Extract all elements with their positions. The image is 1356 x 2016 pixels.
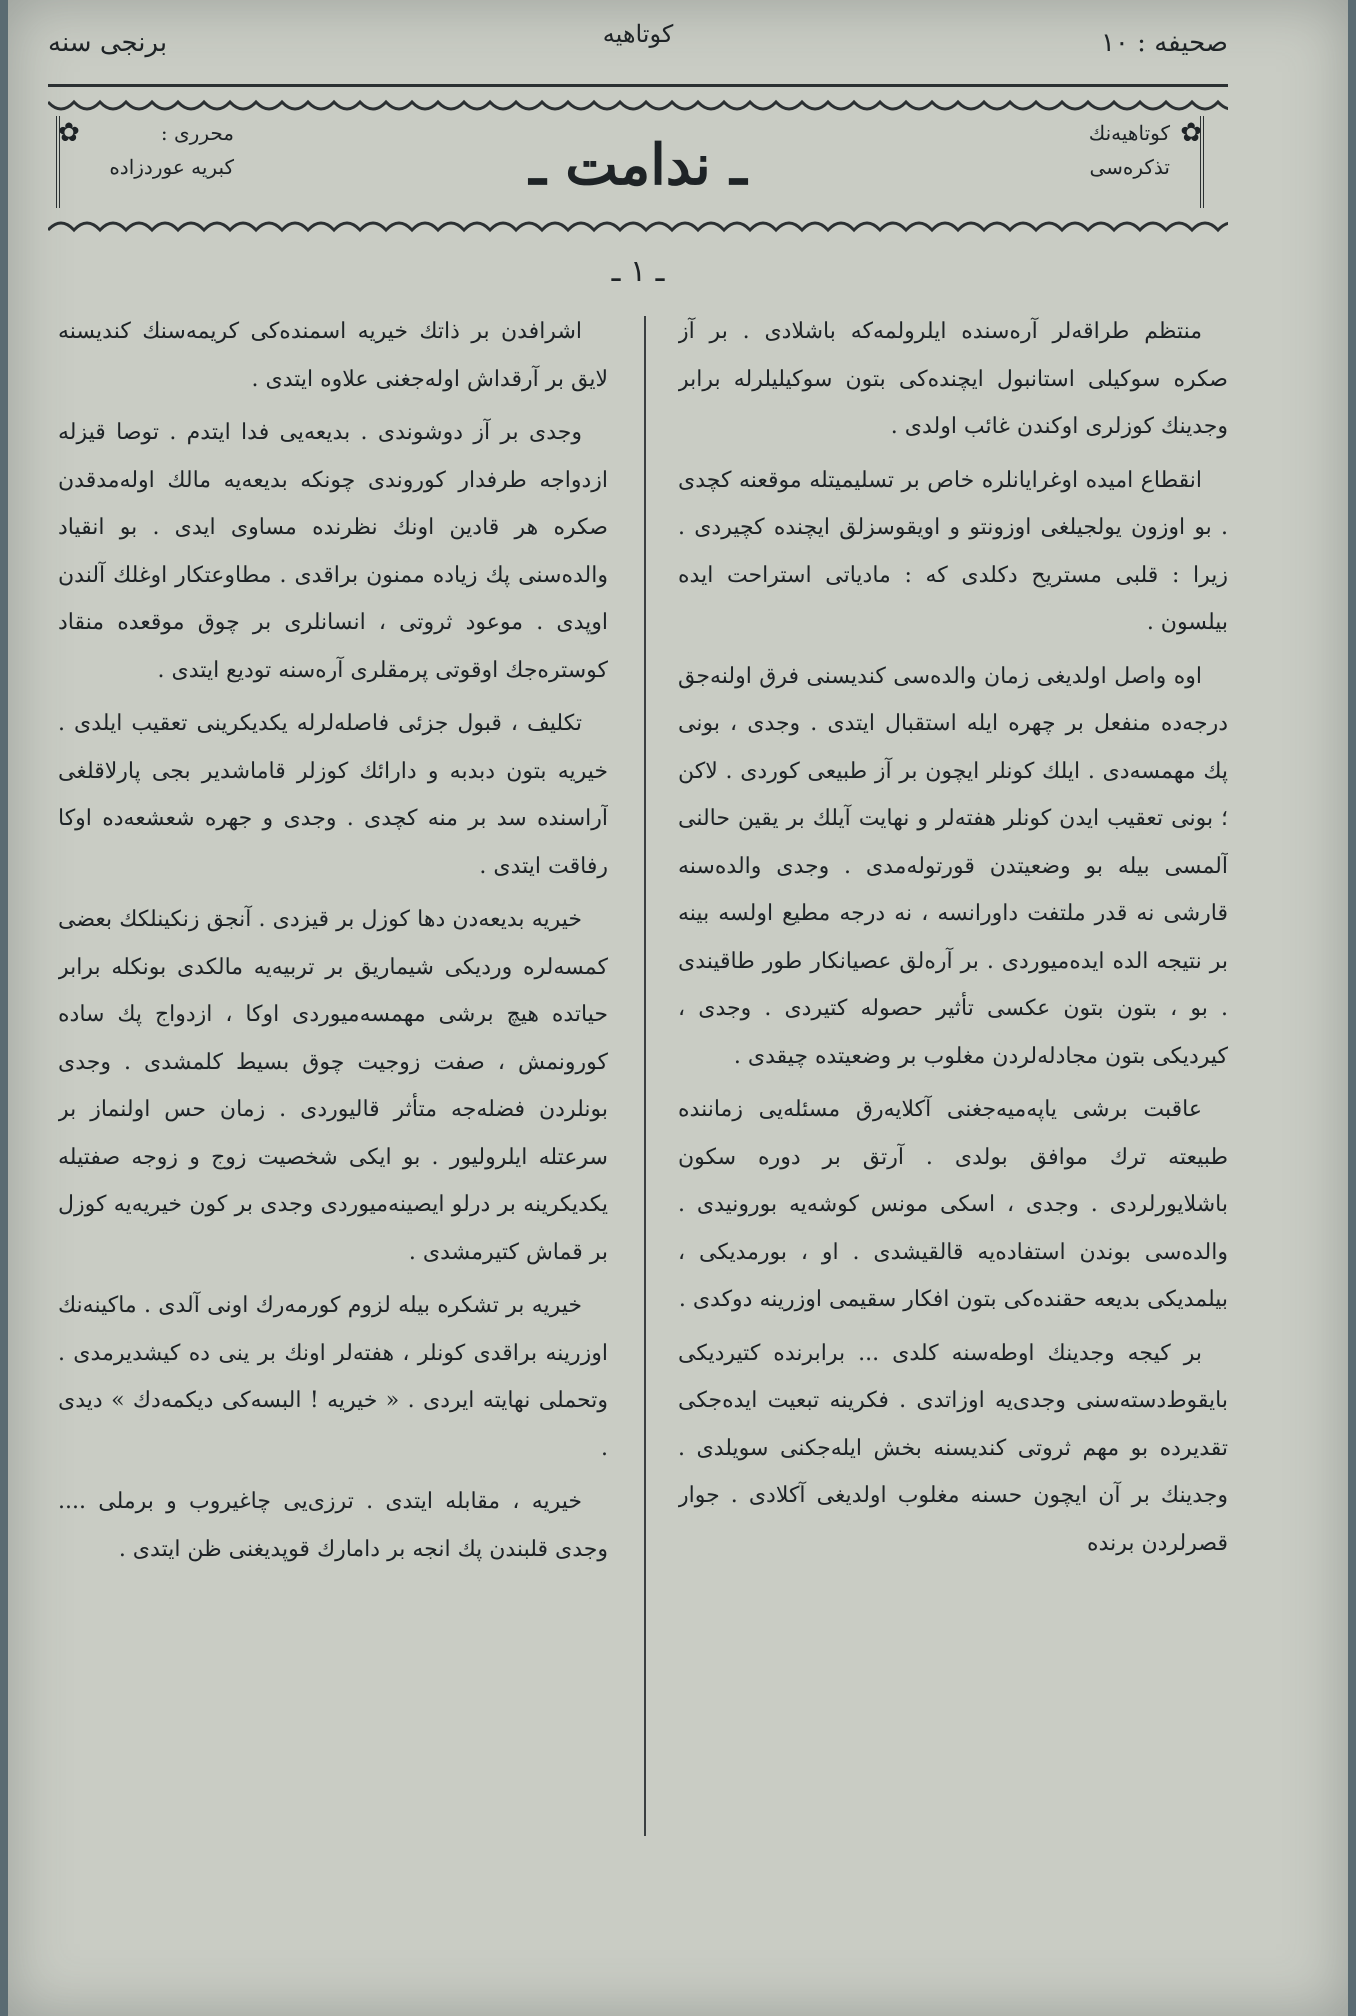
- paragraph: انقطاع امیده اوغرایانلره خاص بر تسلیمیتله موقعنه كچدی . بو اوزون یولجیلغی اوزونتو و اویقوسزلق ایچنده كچیردی . زیرا : قلبی مستریح دكلدی كه : مادیاتی استراحت ایده بیلسون .: [678, 467, 1228, 635]
- column-left: [58, 308, 608, 1948]
- column-divider: [644, 316, 646, 1836]
- article-columns: [48, 308, 1228, 1948]
- page: [48, 18, 1228, 1978]
- paragraph: خیریه بر تشكره بیله لزوم كورمه‌رك اونی آلدی . ماكینه‌نك اوزرینه براقدی كونلر ، هفته‌لر اونك بر ینی ده كیشدیرمدی . وتحملی نهایته ایردی . « خیریه ! البسه‌كی دیكمه‌دك » دیدی .: [58, 1293, 608, 1461]
- right-box-line-2: تذكره‌سی: [1089, 155, 1170, 179]
- volume-year: برنجی سنه: [48, 28, 168, 58]
- banner-left-box: [56, 116, 234, 208]
- paragraph: بر كیجه وجدینك اوطه‌سنه كلدی ... برابرنده كتیردیكی بایقوط‌دسته‌سنی وجدی‌یه اوزاتدی . فكرینه تبعیت ایده‌جكی تقدیرده بو مهم ثروتی كندیسنه بخش ایله‌جكنی سویلدی . وجدینك بر آن ایچون حسنه مغلوب اولدیغی آكلادی . جوار قصرلردن برنده: [678, 1340, 1228, 1556]
- flower-ornament-icon: ✿: [58, 118, 80, 148]
- paragraph: اشرافدن بر ذاتك خیریه اسمنده‌كی كریمه‌سنك كندیسنه لایق بر آرقداش اوله‌جغنی علاوه ایتدی .: [58, 319, 608, 392]
- page-folio: صحیفه : ۱۰: [1100, 28, 1228, 58]
- paragraph: خیریه بدیعه‌دن دها كوزل بر قیزدی . آنجق زنكینلكك بعضی كمسه‌لره وردیكی شیماریق بر تربیه‌یه مالكدی بونكله برابر حیاتده هیچ برشی مهمسه‌میوردی اوكا ، ازدواج پك ساده كورونمش ، صفت زوجیت چوق بسیط كلمشدی . وجدی بونلردن فضله‌جه متأثر قالیوردی . زمان حس اولنماز بر سرعتله ایلرولیور . بو ایكی شخصیت زوج و زوجه صفتیله یكدیكرینه بر درلو ایصینه‌میوردی وجدی بر كون خیریه‌یه كوزل بر قماش كتیرمشدی .: [58, 907, 608, 1265]
- paragraph: اوه واصل اولدیغی زمان والده‌سی كندیسنی فرق اولنه‌جق درجه‌ده منفعل بر چهره ایله استقبال ایتدی . وجدی ، بونی پك مهمسه‌دی . ایلك كونلر ایچون بر آز طبیعی كوردی . لاكن ؛ بونی تعقیب ایدن كونلر هفته‌لر و نهایت آیلك بر یقین حالنی آلمسی بیله بو وضعیتدن قورتوله‌مدی . وجدی والده‌سنه قارشی نه قدر ملتفت داورانسه ، نه درجه مطیع اولسه بینه بر نتیجه الده ایده‌میوردی . بر آره‌لق عصیانكار طور طاقیندی . بو ، بتون بتون عكسی تأثیر حصوله كتیردی . وجدی ، كیردیكی بتون مجادله‌لردن مغلوب بر وضعیتده چیقدی .: [678, 663, 1228, 1069]
- flower-ornament-icon: ✿: [1180, 118, 1202, 148]
- column-right: [678, 308, 1228, 1948]
- paragraph: تكلیف ، قبول جزئی فاصله‌لرله یكدیكرینی تعقیب ایلدی . خیریه بتون دبدبه و دارائك كوزلر قاماشدیر بجی پارلاقلغی آراسنده سد بر منه كچدی . وجدی و جهره شعشعه‌ده اوكا رفاقت ایتدی .: [58, 711, 608, 879]
- title-banner: [48, 94, 1228, 240]
- header-rule: [48, 84, 1228, 87]
- running-head: [48, 18, 1228, 64]
- left-box-line-2: كبریه عوردزاده: [109, 155, 234, 179]
- left-box-line-1: محرری :: [160, 121, 234, 145]
- section-number: ـ ۱ ـ: [611, 254, 665, 289]
- paragraph: خیریه ، مقابله ایتدی . ترزی‌یی چاغیروب و برملی .... وجدی قلبندن پك انجه بر دامارك قوپدیغنی ظن ایتدی .: [58, 1489, 608, 1562]
- article-title: ـ ندامت ـ: [529, 132, 747, 198]
- paragraph: وجدی بر آز دوشوندی . بدیعه‌یی فدا ایتدم . توصا قیزله ازدواجه طرفدار كوروندی چونكه بدیعه‌یه مالك اوله‌مدقدن صكره هر قادین اونك نظرنده مساوی ایدی . بو انقیاد والده‌سنی پك زیاده ممنون براقدی . مطاوعتكار اوغلك آلندن اوپدی . موعود ثروتی ، انسانلری بر چوق موقعده منقاد كوستره‌جك اوقوتی پرمقلری آره‌سنه تودیع ایتدی .: [58, 420, 608, 683]
- paragraph: منتظم طراقه‌لر آره‌سنده ایلرولمه‌كه باشلادی . بر آز صكره سوكیلی استانبول ایچنده‌كی بتون سوكیلیلرله برابر وجدینك كوزلری اوكندن غائب اولدی .: [678, 319, 1228, 439]
- paragraph: عاقبت برشی یاپه‌میه‌جغنی آكلایه‌رق مسئله‌یی زماننده طبیعته ترك موافق بولدی . آرتق بر دوره سكون باشلایورلردی . وجدی ، اسكی مونس كوشه‌یه بورونیدی . والده‌سی بوندن استفاده‌یه قالقیشدی . او ، بورمدیكی ، بیلمدیكی بدیعه حقنده‌كی بتون افكار سقیمی اوزرینه دوكدی .: [678, 1097, 1228, 1312]
- right-box-line-1: كوتاهیه‌نك: [1088, 121, 1170, 145]
- journal-name: كوتاهیه: [602, 20, 674, 48]
- newspaper-sheet: [8, 0, 1348, 2016]
